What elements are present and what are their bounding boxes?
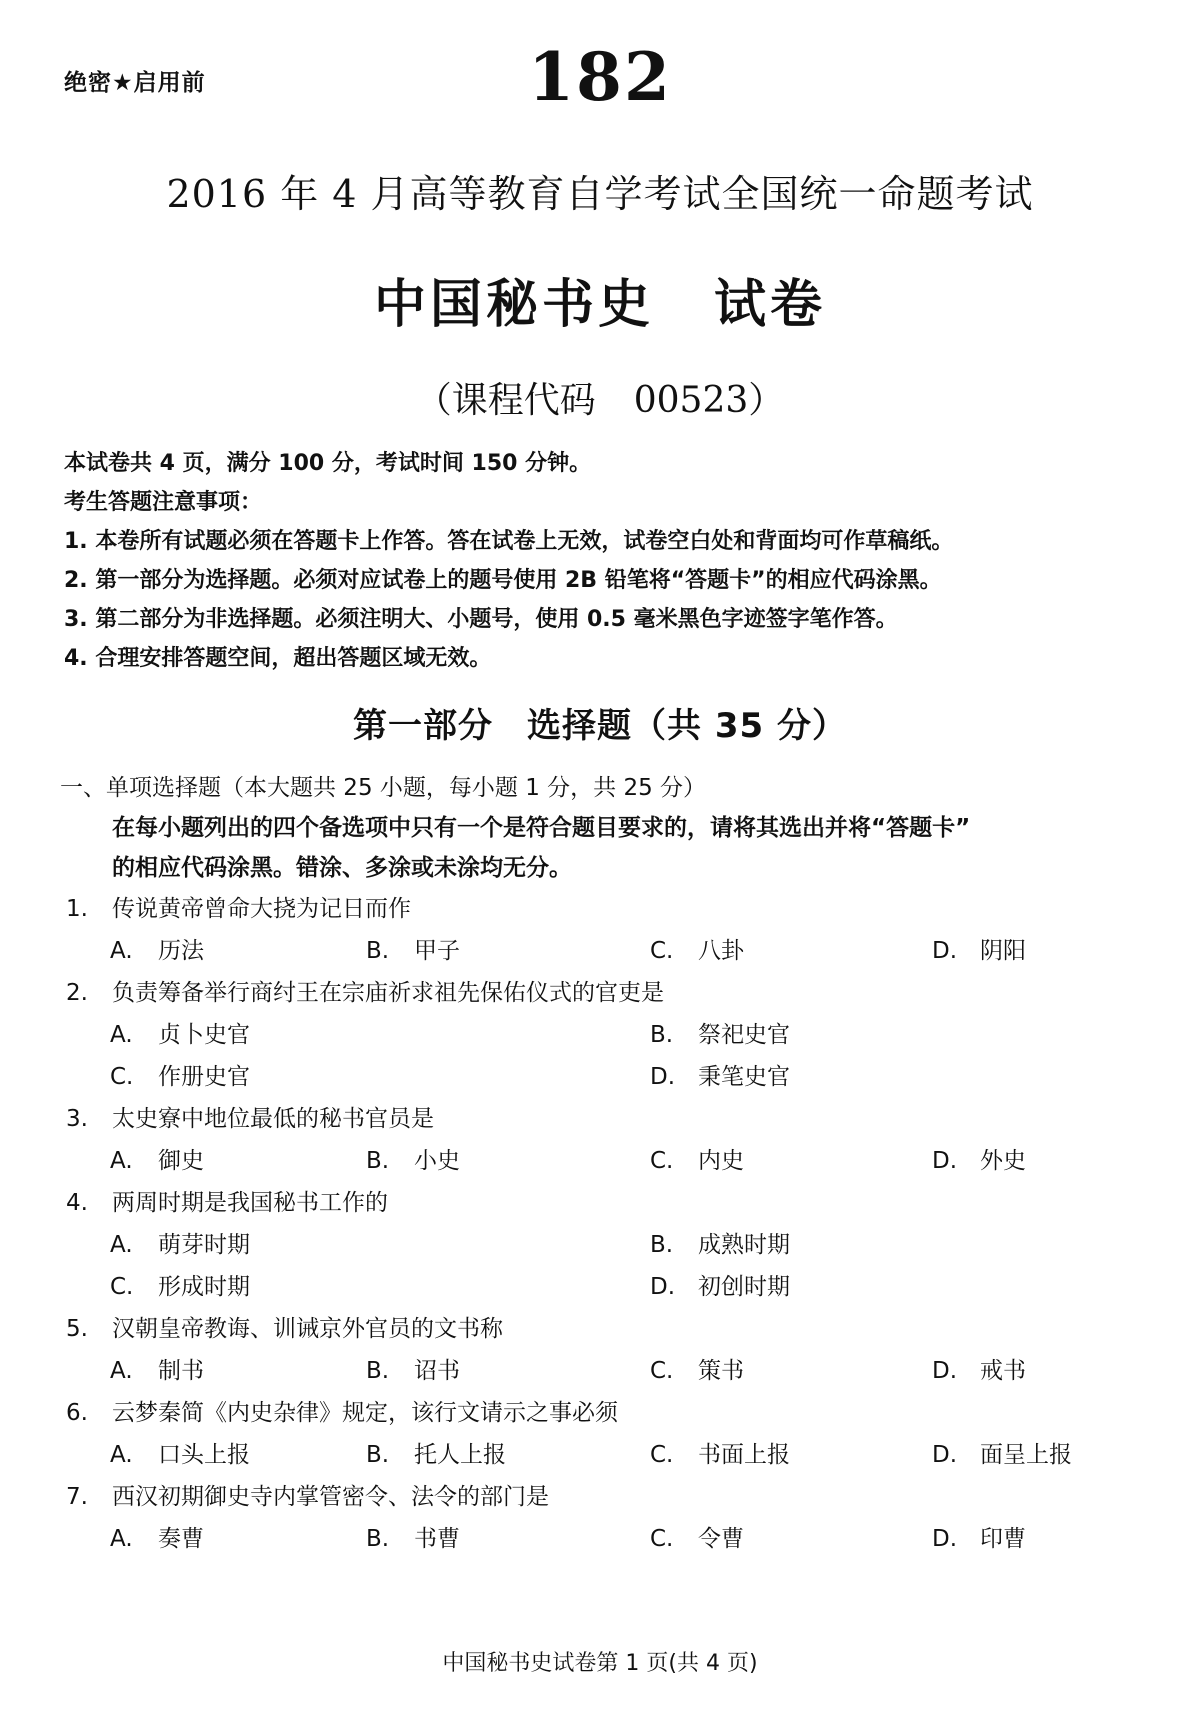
note-item: 1. 本卷所有试题必须在答题卡上作答。答在试卷上无效，试卷空白处和背面均可作草稿纸。 bbox=[64, 529, 954, 554]
question-number: 3. bbox=[66, 1106, 88, 1132]
options-row bbox=[66, 930, 1166, 972]
exam-title: 2016 年 4 月高等教育自学考试全国统一命题考试 bbox=[166, 172, 1034, 216]
option-b: B. 小史 bbox=[366, 1148, 460, 1174]
option-d: D. 印曹 bbox=[932, 1526, 1026, 1552]
paper-code-number: 182 bbox=[528, 38, 672, 116]
question-number: 1. bbox=[66, 896, 88, 922]
question-text: 太史寮中地位最低的秘书官员是 bbox=[112, 1106, 434, 1132]
question-item bbox=[66, 1308, 1166, 1392]
question-text: 两周时期是我国秘书工作的 bbox=[112, 1190, 388, 1216]
course-code bbox=[0, 372, 1200, 423]
options-row bbox=[66, 1056, 1166, 1098]
option-c: C. 内史 bbox=[650, 1148, 744, 1174]
option-a: A. 萌芽时期 bbox=[110, 1232, 250, 1258]
option-c: C. 作册史官 bbox=[110, 1064, 250, 1090]
options-row bbox=[66, 1518, 1166, 1560]
question-text: 西汉初期御史寺内掌管密令、法令的部门是 bbox=[112, 1484, 549, 1510]
options-row bbox=[66, 1266, 1166, 1308]
options-row bbox=[66, 1014, 1166, 1056]
option-d: D. 外史 bbox=[932, 1148, 1026, 1174]
question-stem bbox=[66, 1182, 1166, 1224]
page-footer: 中国秘书史试卷第 1 页(共 4 页) bbox=[442, 1651, 758, 1676]
option-b: B. 托人上报 bbox=[366, 1442, 506, 1468]
options-row bbox=[66, 1224, 1166, 1266]
options-row bbox=[66, 1140, 1166, 1182]
note-item: 4. 合理安排答题空间，超出答题区域无效。 bbox=[64, 646, 492, 671]
exam-summary: 本试卷共 4 页，满分 100 分，考试时间 150 分钟。 bbox=[64, 451, 592, 476]
option-c: C. 令曹 bbox=[650, 1526, 744, 1552]
question-stem bbox=[66, 1098, 1166, 1140]
question-number: 4. bbox=[66, 1190, 88, 1216]
paper-title bbox=[0, 262, 1200, 337]
option-a: A. 贞卜史官 bbox=[110, 1022, 250, 1048]
option-b: B. 成熟时期 bbox=[650, 1232, 790, 1258]
question-item bbox=[66, 1476, 1166, 1560]
options-row bbox=[66, 1350, 1166, 1392]
paper-title-suffix: 试卷 bbox=[714, 274, 827, 335]
note-item: 3. 第二部分为非选择题。必须注明大、小题号，使用 0.5 毫米黑色字迹签字笔作答。 bbox=[64, 607, 898, 632]
option-b: B. 祭祀史官 bbox=[650, 1022, 790, 1048]
question-number: 5. bbox=[66, 1316, 88, 1342]
option-d: D. 秉笔史官 bbox=[650, 1064, 790, 1090]
paper-title-main: 中国秘书史 bbox=[373, 274, 654, 335]
question-text: 负责筹备举行商纣王在宗庙祈求祖先保佑仪式的官吏是 bbox=[112, 980, 664, 1006]
question-stem bbox=[66, 888, 1166, 930]
option-a: A. 历法 bbox=[110, 938, 204, 964]
section-heading-block bbox=[60, 768, 1160, 888]
part-one-subtitle: 选择题（共 35 分） bbox=[527, 706, 847, 746]
option-b: B. 诏书 bbox=[366, 1358, 460, 1384]
part-one-label: 第一部分 bbox=[353, 706, 493, 746]
option-b: B. 书曹 bbox=[366, 1526, 460, 1552]
question-stem bbox=[66, 1308, 1166, 1350]
question-item bbox=[66, 1182, 1166, 1308]
course-code-label: （课程代码 bbox=[415, 380, 596, 421]
question-stem bbox=[66, 1476, 1166, 1518]
question-number: 2. bbox=[66, 980, 88, 1006]
option-a: A. 御史 bbox=[110, 1148, 204, 1174]
course-code-value: 00523） bbox=[633, 380, 785, 421]
question-number: 7. bbox=[66, 1484, 88, 1510]
question-stem bbox=[66, 972, 1166, 1014]
notes-title: 考生答题注意事项： bbox=[64, 490, 263, 515]
section-instruction: 在每小题列出的四个备选项中只有一个是符合题目要求的，请将其选出并将“答题卡” bbox=[112, 815, 971, 841]
question-item bbox=[66, 972, 1166, 1098]
question-stem bbox=[66, 1392, 1166, 1434]
option-c: C. 八卦 bbox=[650, 938, 744, 964]
part-one-title bbox=[0, 698, 1200, 747]
option-c: C. 策书 bbox=[650, 1358, 744, 1384]
option-a: A. 口头上报 bbox=[110, 1442, 250, 1468]
option-d: D. 戒书 bbox=[932, 1358, 1026, 1384]
option-a: A. 制书 bbox=[110, 1358, 204, 1384]
option-c: C. 形成时期 bbox=[110, 1274, 250, 1300]
question-item bbox=[66, 888, 1166, 972]
question-text: 汉朝皇帝教诲、训诫京外官员的文书称 bbox=[112, 1316, 503, 1342]
option-d: D. 阴阳 bbox=[932, 938, 1026, 964]
question-list bbox=[66, 888, 1166, 1560]
confidential-label: 绝密★启用前 bbox=[64, 70, 206, 96]
question-text: 云梦秦简《内史杂律》规定，该行文请示之事必须 bbox=[112, 1400, 618, 1426]
question-text: 传说黄帝曾命大挠为记日而作 bbox=[112, 896, 411, 922]
question-item bbox=[66, 1392, 1166, 1476]
option-c: C. 书面上报 bbox=[650, 1442, 790, 1468]
question-item bbox=[66, 1098, 1166, 1182]
note-item: 2. 第一部分为选择题。必须对应试卷上的题号使用 2B 铅笔将“答题卡”的相应代码涂黑。 bbox=[64, 568, 942, 593]
options-row bbox=[66, 1434, 1166, 1476]
section-heading: 一、单项选择题（本大题共 25 小题，每小题 1 分，共 25 分） bbox=[60, 775, 707, 801]
option-b: B. 甲子 bbox=[366, 938, 460, 964]
option-a: A. 奏曹 bbox=[110, 1526, 204, 1552]
section-instruction: 的相应代码涂黑。错涂、多涂或未涂均无分。 bbox=[112, 855, 572, 881]
exam-instructions bbox=[64, 444, 1154, 678]
option-d: D. 初创时期 bbox=[650, 1274, 790, 1300]
option-d: D. 面呈上报 bbox=[932, 1442, 1072, 1468]
question-number: 6. bbox=[66, 1400, 88, 1426]
